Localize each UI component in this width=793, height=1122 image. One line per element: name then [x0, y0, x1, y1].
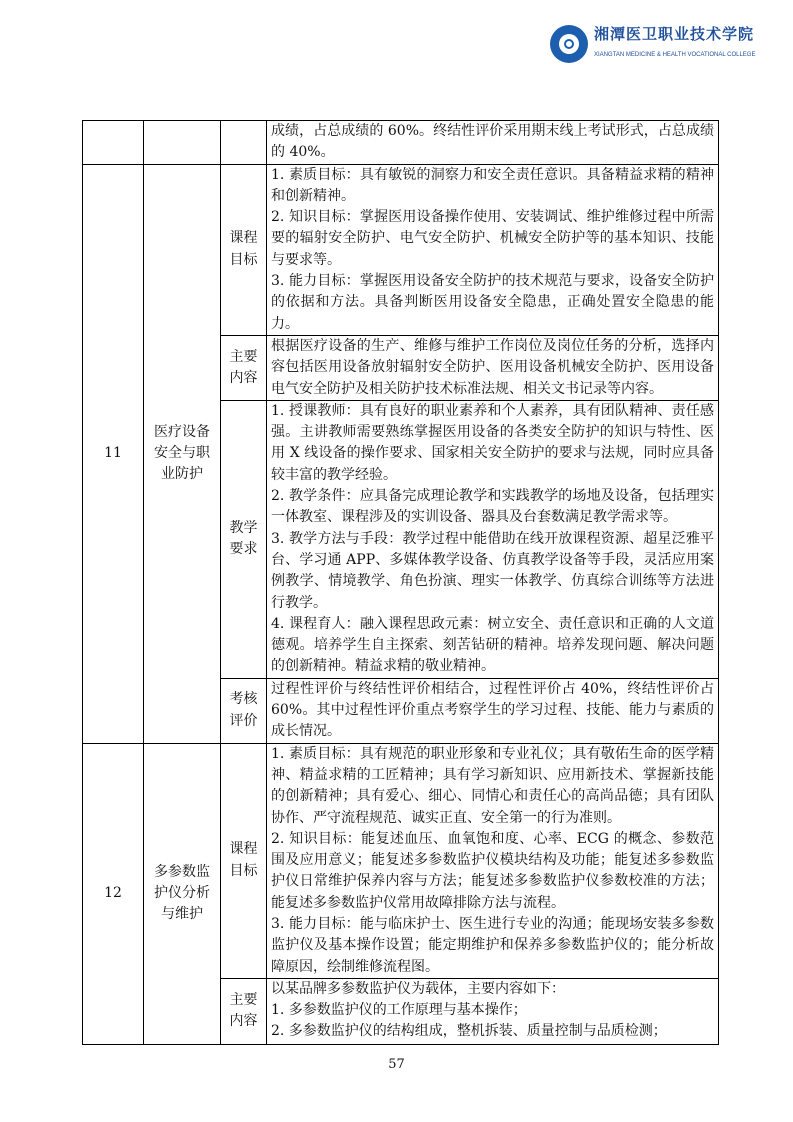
page-number: 57 [388, 1056, 405, 1072]
paragraph: 1. 素质目标：具有敏锐的洞察力和安全责任意识。具备精益求精的精神和创新精神。 [271, 166, 714, 204]
paragraph: 1. 多参数监护仪的工作原理与基本操作； [271, 1002, 527, 1019]
content-cell [267, 121, 719, 165]
number-cell [83, 121, 144, 165]
paragraph: 2. 知识目标：掌握医用设备操作使用、安装调试、维护维修过程中所需要的辐射安全防护、电气安全防护、机械安全防护等的基本知识、技能与要求等。 [271, 209, 714, 268]
paragraph: 以某品牌多参数监护仪为载体，主要内容如下： [271, 980, 565, 997]
section-label: 考核评价 [221, 678, 267, 743]
logo-english-name: XIANGTAN MEDICINE & HEALTH VOCATIONAL COLLEGE [594, 52, 756, 58]
name-cell [144, 121, 221, 165]
paragraph: 2. 教学条件：应具备完成理论教学和实践教学的场地及设备，包括理实一体教室、课程涉及的实训设备、器具及台套数满足教学需求等。 [271, 488, 714, 526]
college-logo [548, 22, 756, 68]
section-content [267, 743, 719, 978]
paragraph: 3. 教学方法与手段：教学过程中能借助在线开放课程资源、超星泛雅平台、学习通 APP、多媒体教学设备、仿真教学设备等手段，灵活应用案例教学、情境教学、角色扮演、理实一体教学、仿真综合训练等方法进行教学。 [271, 530, 714, 611]
paragraph: 1. 素质目标：具有规范的职业形象和专业礼仪；具有敬佑生命的医学精神、精益求精的工匠精神；具有学习新知识、应用新技术、掌握新技能的创新精神；具有爱心、细心、同情心和责任心的高尚品德；具有团队协作、严守流程规范、诚实正直、安全第一的行为准则。 [271, 745, 714, 826]
course-name: 医疗设备安全与职业防护 [144, 164, 221, 743]
course-number: 12 [83, 743, 144, 1044]
logo-chinese-name: 湘潭医卫职业技术学院 [594, 25, 755, 43]
section-content [267, 400, 719, 678]
paragraph: 根据医疗设备的生产、维修与维护工作岗位及岗位任务的分析，选择内容包括医用设备放射辐射安全防护、医用设备机械安全防护、医用设备电气安全防护及相关防护技术标准法规、相关文书记录等内容。 [271, 337, 714, 397]
paragraph: 1. 授课教师：具有良好的职业素养和个人素养，具有团队精神、责任感强。主讲教师需要熟练掌握医用设备的各类安全防护的知识与特性、医用 X 线设备的操作要求、国家相关安全防护的要求与法规，同时应具备较丰富的教学经验。 [271, 402, 714, 483]
table-row [83, 121, 719, 165]
paragraph: 2. 多参数监护仪的结构组成，整机拆装、质量控制与品质检测； [271, 1023, 667, 1040]
course-number: 11 [83, 164, 144, 743]
section-label: 课程目标 [221, 743, 267, 978]
paragraph: 3. 能力目标：能与临床护士、医生进行专业的沟通；能现场安装多参数监护仪及基本操作设置；能定期维护和保养多参数监护仪的；能分析故障原因，绘制维修流程图。 [271, 915, 714, 975]
paragraph: 过程性评价与终结性评价相结合，过程性评价占 40%，终结性评价占 60%。其中过程性评价重点考察学生的学习过程、技能、能力与素质的成长情况。 [271, 680, 714, 740]
section-label: 主要内容 [221, 978, 267, 1044]
section-content [267, 335, 719, 400]
section-content [267, 678, 719, 743]
paragraph: 成绩，占总成绩的 60%。终结性评价采用期末线上考试形式，占总成绩的 40%。 [271, 123, 714, 161]
section-label: 课程目标 [221, 164, 267, 335]
table-row [83, 743, 719, 978]
college-seal-icon [550, 25, 588, 63]
paragraph: 4. 课程育人：融入课程思政元素：树立安全、责任意识和正确的人文道德观。培养学生自主探索、刻苦钻研的精神。培养发现问题、解决问题的创新精神。精益求精的敬业精神。 [271, 615, 714, 675]
section-content [267, 978, 719, 1044]
course-name: 多参数监护仪分析与维护 [144, 743, 221, 1044]
paragraph: 2. 知识目标：能复述血压、血氧饱和度、心率、ECG 的概念、参数范围及应用意义；能复述多参数监护仪模块结构及功能；能复述多参数监护仪日常维护保养内容与方法；能复述多参数监护仪参数校准的方法；能复述多参数监护仪常用故障排除方法与流程。 [271, 830, 714, 911]
section-content [267, 164, 719, 335]
section-label: 教学要求 [221, 400, 267, 678]
section-label: 主要内容 [221, 335, 267, 400]
table-row [83, 164, 719, 335]
course-table [82, 120, 719, 1045]
paragraph: 3. 能力目标：掌握医用设备安全防护的技术规范与要求，设备安全防护的依据和方法。具备判断医用设备安全隐患，正确处置安全隐患的能力。 [271, 273, 714, 332]
label-cell [221, 121, 267, 165]
